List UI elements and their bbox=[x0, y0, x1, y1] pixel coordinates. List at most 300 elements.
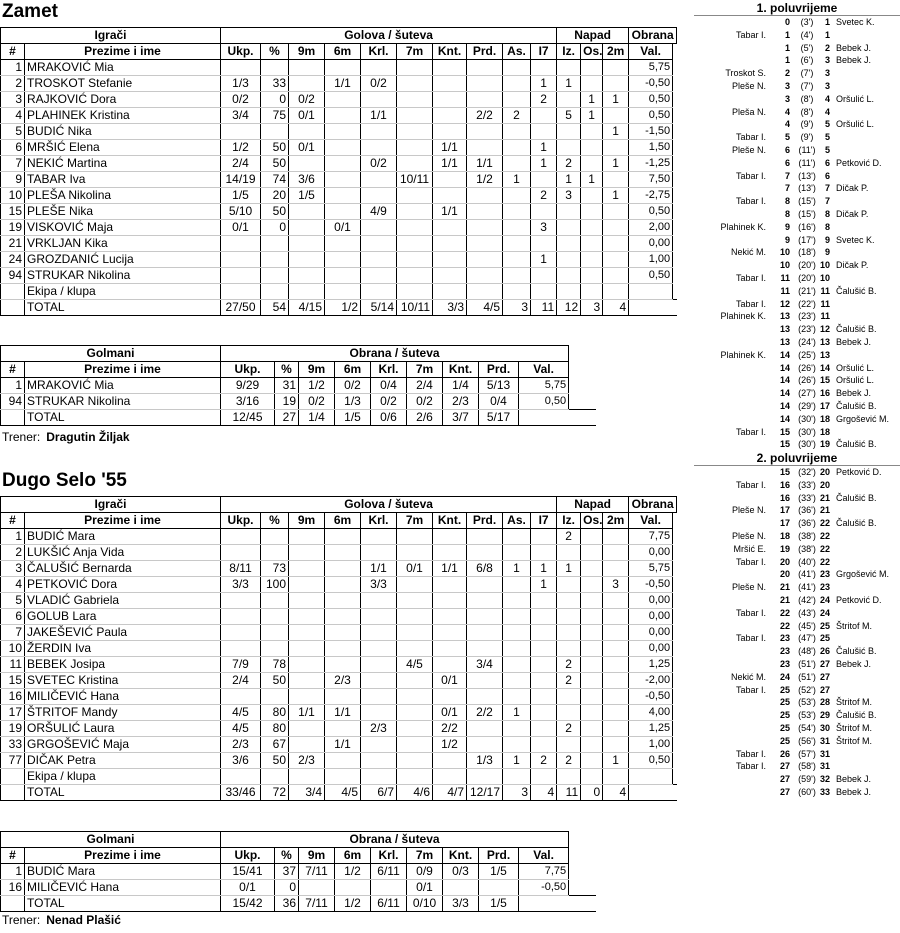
player-goals-total bbox=[221, 593, 261, 609]
goal-event bbox=[694, 29, 900, 41]
gk-total-knt: 3/7 bbox=[443, 410, 479, 426]
gk-col-header-m6: 6m bbox=[335, 848, 371, 864]
goal-event bbox=[694, 748, 900, 760]
player-m9 bbox=[289, 561, 325, 577]
home-score: 16 bbox=[780, 479, 791, 490]
player-as bbox=[503, 689, 531, 705]
goal-minute: (18') bbox=[798, 247, 816, 258]
player-os bbox=[581, 268, 603, 284]
player-m7 bbox=[397, 609, 433, 625]
goal-minute: (36') bbox=[798, 518, 816, 529]
player-iz: 2 bbox=[557, 657, 581, 673]
player-goals-total bbox=[221, 689, 261, 705]
goal-event bbox=[694, 131, 900, 143]
goal-minute: (32') bbox=[798, 467, 816, 477]
gk-name: BUDIĆ Mara bbox=[25, 864, 221, 880]
player-number: 15 bbox=[1, 204, 25, 220]
player-iz: 1 bbox=[557, 172, 581, 188]
player-os bbox=[581, 204, 603, 220]
player-goals-total: 2/4 bbox=[221, 673, 261, 689]
player-knt bbox=[433, 92, 467, 108]
player-knt bbox=[433, 124, 467, 140]
col-header-as: As. bbox=[503, 513, 531, 529]
player-name: JAKEŠEVIĆ Paula bbox=[25, 625, 221, 641]
away-score: 31 bbox=[820, 748, 831, 759]
away-score: 15 bbox=[820, 375, 831, 386]
player-m6 bbox=[325, 545, 361, 561]
gk-prd: 5/13 bbox=[479, 378, 519, 394]
home-scorer: Pleše N. bbox=[731, 531, 766, 541]
player-os bbox=[581, 545, 603, 561]
player-number: 3 bbox=[1, 92, 25, 108]
player-prd bbox=[467, 529, 503, 545]
player-i7 bbox=[531, 705, 557, 721]
player-iz bbox=[557, 545, 581, 561]
player-os bbox=[581, 188, 603, 204]
header-spacer bbox=[673, 44, 677, 60]
home-score: 5 bbox=[784, 132, 790, 143]
home-score: 14 bbox=[780, 349, 791, 360]
goal-event bbox=[694, 259, 900, 271]
away-score: 28 bbox=[820, 697, 831, 708]
total-prd: 4/5 bbox=[467, 300, 503, 316]
col-header-m2: 2m bbox=[603, 513, 629, 529]
player-pct: 50 bbox=[261, 673, 289, 689]
player-m7: 10/11 bbox=[397, 172, 433, 188]
player-row bbox=[1, 188, 692, 204]
goal-event bbox=[694, 760, 900, 772]
player-knt bbox=[433, 268, 467, 284]
away-scorer: Petković D. bbox=[836, 467, 882, 477]
player-row bbox=[1, 60, 692, 76]
home-score: 17 bbox=[780, 518, 791, 529]
player-as bbox=[503, 92, 531, 108]
away-score: 6 bbox=[824, 170, 830, 181]
row-spacer bbox=[673, 721, 677, 737]
player-goals-total: 1/5 bbox=[221, 188, 261, 204]
player-rating: 4,00 bbox=[629, 705, 673, 721]
player-krl bbox=[361, 92, 397, 108]
player-m2 bbox=[603, 284, 629, 300]
goal-event bbox=[694, 234, 900, 246]
away-score: 22 bbox=[820, 543, 831, 554]
player-knt: 0/1 bbox=[433, 705, 467, 721]
away-scorer: Čalušić B. bbox=[836, 401, 877, 411]
goal-minute: (4') bbox=[800, 29, 814, 40]
player-m6 bbox=[325, 268, 361, 284]
goal-minute: (59') bbox=[798, 774, 816, 785]
player-krl: 0/2 bbox=[361, 156, 397, 172]
player-m9 bbox=[289, 60, 325, 76]
player-m2 bbox=[603, 657, 629, 673]
player-pct bbox=[261, 124, 289, 140]
away-score: 11 bbox=[820, 311, 830, 322]
player-m9 bbox=[289, 156, 325, 172]
player-m7 bbox=[397, 156, 433, 172]
gk-col-header-krl: Krl. bbox=[371, 362, 407, 378]
player-rating: -2,75 bbox=[629, 188, 673, 204]
total-krl: 6/7 bbox=[361, 785, 397, 801]
gk-total-pct: 36 bbox=[275, 896, 299, 912]
player-m2 bbox=[603, 705, 629, 721]
player-pct: 33 bbox=[261, 76, 289, 92]
total-pct: 54 bbox=[261, 300, 289, 316]
row-spacer bbox=[673, 593, 677, 609]
player-rating: 7,75 bbox=[629, 529, 673, 545]
goal-event bbox=[694, 466, 900, 478]
col-header-pct: % bbox=[261, 513, 289, 529]
player-m6 bbox=[325, 156, 361, 172]
row-spacer bbox=[673, 188, 677, 204]
player-m9: 0/1 bbox=[289, 108, 325, 124]
player-m9 bbox=[289, 76, 325, 92]
goal-minute: (8') bbox=[800, 106, 814, 117]
home-score: 27 bbox=[780, 774, 791, 785]
gk-col-header-val: Val. bbox=[519, 362, 569, 378]
home-score: 11 bbox=[780, 273, 790, 283]
player-m7 bbox=[397, 545, 433, 561]
player-rating bbox=[629, 284, 673, 300]
player-i7: 2 bbox=[531, 753, 557, 769]
player-as bbox=[503, 737, 531, 753]
player-number: 77 bbox=[1, 753, 25, 769]
away-score: 7 bbox=[824, 183, 830, 194]
player-goals-total bbox=[221, 529, 261, 545]
player-as bbox=[503, 657, 531, 673]
player-pct: 100 bbox=[261, 577, 289, 593]
player-goals-total bbox=[221, 60, 261, 76]
player-i7: 1 bbox=[531, 252, 557, 268]
col-header-name: Prezime i ime bbox=[25, 44, 221, 60]
player-pct: 73 bbox=[261, 561, 289, 577]
player-m7 bbox=[397, 236, 433, 252]
gk-number: 1 bbox=[1, 378, 25, 394]
player-m2 bbox=[603, 108, 629, 124]
col-header-as: As. bbox=[503, 44, 531, 60]
row-spacer bbox=[673, 609, 677, 625]
home-score: 23 bbox=[780, 659, 791, 669]
col-header-i7: I7 bbox=[531, 44, 557, 60]
player-name: RAJKOVIĆ Dora bbox=[25, 92, 221, 108]
home-score: 0 bbox=[784, 17, 790, 27]
total-m7: 10/11 bbox=[397, 300, 433, 316]
goal-minute: (30') bbox=[798, 413, 816, 424]
home-scorer: Tabar I. bbox=[735, 132, 766, 143]
player-i7 bbox=[531, 769, 557, 785]
player-prd: 2/2 bbox=[467, 705, 503, 721]
player-m6 bbox=[325, 108, 361, 124]
goal-minute: (20') bbox=[798, 273, 816, 283]
player-goals-total bbox=[221, 625, 261, 641]
player-prd bbox=[467, 577, 503, 593]
goal-minute: (22') bbox=[798, 298, 816, 309]
col-header-num: # bbox=[1, 44, 25, 60]
player-name: VISKOVIĆ Maja bbox=[25, 220, 221, 236]
player-m6 bbox=[325, 593, 361, 609]
player-pct: 80 bbox=[261, 721, 289, 737]
player-pct: 80 bbox=[261, 705, 289, 721]
col-header-num: # bbox=[1, 513, 25, 529]
gk-rating: 0,50 bbox=[519, 394, 569, 410]
player-pct: 50 bbox=[261, 140, 289, 156]
player-m6 bbox=[325, 657, 361, 673]
gk-m6: 0/2 bbox=[335, 378, 371, 394]
home-scorer: Tabar I. bbox=[735, 556, 766, 567]
player-number: 17 bbox=[1, 705, 25, 721]
away-score: 33 bbox=[820, 787, 831, 797]
player-os bbox=[581, 140, 603, 156]
goal-event bbox=[694, 298, 900, 310]
player-m9 bbox=[289, 769, 325, 785]
player-prd bbox=[467, 236, 503, 252]
player-name: VRKLJAN Kika bbox=[25, 236, 221, 252]
player-as bbox=[503, 545, 531, 561]
home-scorer: Plahinek K. bbox=[720, 311, 766, 322]
player-krl bbox=[361, 657, 397, 673]
player-m2: 1 bbox=[603, 124, 629, 140]
player-m9 bbox=[289, 577, 325, 593]
player-m6 bbox=[325, 753, 361, 769]
player-knt: 0/1 bbox=[433, 673, 467, 689]
player-goals-total: 4/5 bbox=[221, 721, 261, 737]
player-pct bbox=[261, 60, 289, 76]
player-row bbox=[1, 252, 692, 268]
goal-event bbox=[694, 709, 900, 721]
away-scorer: Bebek J. bbox=[836, 659, 872, 669]
player-m7 bbox=[397, 204, 433, 220]
goal-event bbox=[694, 182, 900, 194]
player-row bbox=[1, 705, 692, 721]
player-knt bbox=[433, 593, 467, 609]
home-score: 25 bbox=[780, 684, 791, 695]
row-spacer bbox=[673, 545, 677, 561]
player-m6 bbox=[325, 561, 361, 577]
player-prd: 1/2 bbox=[467, 172, 503, 188]
player-as bbox=[503, 220, 531, 236]
total-m6: 4/5 bbox=[325, 785, 361, 801]
player-m9 bbox=[289, 236, 325, 252]
player-rating: 0,00 bbox=[629, 236, 673, 252]
home-score: 25 bbox=[780, 697, 791, 708]
player-m7 bbox=[397, 92, 433, 108]
goal-event bbox=[694, 504, 900, 516]
player-rating: 1,00 bbox=[629, 252, 673, 268]
home-scorer: Tabar I. bbox=[735, 298, 766, 309]
goal-event bbox=[694, 722, 900, 734]
away-score: 3 bbox=[824, 68, 830, 79]
player-rating: 1,25 bbox=[629, 657, 673, 673]
gk-rating: 7,75 bbox=[519, 864, 569, 880]
gk-col-header-prd: Prd. bbox=[479, 362, 519, 378]
total-as: 3 bbox=[503, 300, 531, 316]
player-as bbox=[503, 268, 531, 284]
away-score: 18 bbox=[820, 413, 831, 424]
total-i7: 11 bbox=[531, 300, 557, 316]
player-prd: 1/3 bbox=[467, 753, 503, 769]
player-m7 bbox=[397, 140, 433, 156]
player-goals-total: 14/19 bbox=[221, 172, 261, 188]
header-attack: Napad bbox=[557, 497, 629, 513]
home-scorer: Plahinek K. bbox=[720, 221, 766, 232]
player-number: 19 bbox=[1, 220, 25, 236]
player-m2 bbox=[603, 721, 629, 737]
player-number: 11 bbox=[1, 657, 25, 673]
player-as bbox=[503, 625, 531, 641]
col-header-iz: Iz. bbox=[557, 44, 581, 60]
player-m6 bbox=[325, 625, 361, 641]
goal-event bbox=[694, 387, 900, 399]
away-score: 8 bbox=[824, 209, 830, 219]
player-m6 bbox=[325, 124, 361, 140]
away-score: 32 bbox=[820, 774, 831, 785]
goal-minute: (53') bbox=[798, 710, 816, 721]
player-m6 bbox=[325, 236, 361, 252]
home-score: 2 bbox=[784, 68, 790, 79]
home-score: 14 bbox=[780, 362, 791, 373]
player-pct bbox=[261, 689, 289, 705]
goal-event bbox=[694, 426, 900, 438]
away-score: 9 bbox=[824, 247, 830, 258]
player-prd bbox=[467, 721, 503, 737]
player-name: PLAHINEK Kristina bbox=[25, 108, 221, 124]
goal-event bbox=[694, 492, 900, 504]
player-number bbox=[1, 284, 25, 300]
player-goals-total: 8/11 bbox=[221, 561, 261, 577]
row-spacer bbox=[673, 561, 677, 577]
player-krl bbox=[361, 188, 397, 204]
goal-minute: (7') bbox=[800, 81, 814, 91]
home-scorer: Tabar I. bbox=[735, 748, 766, 759]
player-m7 bbox=[397, 577, 433, 593]
player-number: 6 bbox=[1, 609, 25, 625]
player-name: ČALUŠIĆ Bernarda bbox=[25, 561, 221, 577]
player-m6: 0/1 bbox=[325, 220, 361, 236]
player-m2: 1 bbox=[603, 753, 629, 769]
away-score: 17 bbox=[820, 401, 831, 411]
home-score: 14 bbox=[780, 401, 791, 411]
player-name: GOLUB Lara bbox=[25, 609, 221, 625]
home-scorer: Tabar I. bbox=[735, 29, 766, 40]
gk-header-title: Golmani bbox=[1, 346, 221, 362]
player-os: 1 bbox=[581, 92, 603, 108]
gk-pct: 37 bbox=[275, 864, 299, 880]
home-score: 8 bbox=[784, 196, 790, 207]
total-iz: 12 bbox=[557, 300, 581, 316]
player-os bbox=[581, 689, 603, 705]
player-iz: 1 bbox=[557, 561, 581, 577]
player-rating: 2,00 bbox=[629, 220, 673, 236]
player-goals-total: 3/6 bbox=[221, 753, 261, 769]
player-knt bbox=[433, 60, 467, 76]
row-spacer bbox=[673, 657, 677, 673]
player-name: STRUKAR Nikolina bbox=[25, 268, 221, 284]
away-scorer: Bebek J. bbox=[836, 774, 872, 785]
home-scorer: Tabar I. bbox=[735, 273, 766, 283]
goal-minute: (40') bbox=[798, 556, 816, 567]
player-os bbox=[581, 673, 603, 689]
away-score: 13 bbox=[820, 349, 831, 360]
player-goals-total: 1/3 bbox=[221, 76, 261, 92]
player-goals-total bbox=[221, 252, 261, 268]
player-iz bbox=[557, 641, 581, 657]
player-pct bbox=[261, 284, 289, 300]
col-header-m6: 6m bbox=[325, 44, 361, 60]
row-spacer bbox=[569, 896, 596, 912]
col-header-name: Prezime i ime bbox=[25, 513, 221, 529]
away-scorer: Grgošević M. bbox=[836, 413, 890, 424]
away-score: 21 bbox=[820, 505, 831, 516]
player-name: BEBEK Josipa bbox=[25, 657, 221, 673]
gk-krl: 6/11 bbox=[371, 864, 407, 880]
player-goals-total bbox=[221, 545, 261, 561]
player-m9 bbox=[289, 721, 325, 737]
col-header-krl: Krl. bbox=[361, 513, 397, 529]
player-iz bbox=[557, 593, 581, 609]
player-number: 7 bbox=[1, 156, 25, 172]
header-spacer bbox=[569, 362, 596, 378]
row-spacer bbox=[673, 140, 677, 156]
player-m7 bbox=[397, 625, 433, 641]
player-i7: 2 bbox=[531, 92, 557, 108]
player-os bbox=[581, 60, 603, 76]
goal-minute: (36') bbox=[798, 505, 816, 516]
gk-col-header-pct: % bbox=[275, 848, 299, 864]
player-name: Ekipa / klupa bbox=[25, 769, 221, 785]
player-as bbox=[503, 529, 531, 545]
away-score: 3 bbox=[824, 81, 830, 91]
away-scorer: Svetec K. bbox=[836, 17, 875, 27]
player-prd: 3/4 bbox=[467, 657, 503, 673]
goal-minute: (51') bbox=[798, 671, 816, 682]
player-name: NEKIĆ Martina bbox=[25, 156, 221, 172]
player-i7 bbox=[531, 236, 557, 252]
home-score: 14 bbox=[780, 413, 791, 424]
player-iz: 2 bbox=[557, 721, 581, 737]
player-rating: 0,00 bbox=[629, 593, 673, 609]
player-knt bbox=[433, 529, 467, 545]
player-krl bbox=[361, 60, 397, 76]
player-as bbox=[503, 609, 531, 625]
player-name: VLADIĆ Gabriela bbox=[25, 593, 221, 609]
player-name: ORŠULIĆ Laura bbox=[25, 721, 221, 737]
away-scorer: Čalušić B. bbox=[836, 646, 877, 657]
away-scorer: Grgošević M. bbox=[836, 569, 890, 580]
player-number: 94 bbox=[1, 268, 25, 284]
row-spacer bbox=[673, 625, 677, 641]
player-i7: 1 bbox=[531, 76, 557, 92]
player-rating: 0,00 bbox=[629, 641, 673, 657]
goal-minute: (53') bbox=[798, 697, 816, 708]
player-pct bbox=[261, 641, 289, 657]
player-m9 bbox=[289, 641, 325, 657]
player-prd bbox=[467, 625, 503, 641]
row-spacer bbox=[673, 689, 677, 705]
gk-col-header-ukp: Ukp. bbox=[221, 848, 275, 864]
goal-event bbox=[694, 530, 900, 542]
player-m7 bbox=[397, 689, 433, 705]
goal-event bbox=[694, 208, 900, 220]
row-spacer bbox=[673, 76, 677, 92]
player-krl bbox=[361, 625, 397, 641]
player-i7 bbox=[531, 545, 557, 561]
total-knt: 3/3 bbox=[433, 300, 467, 316]
player-knt bbox=[433, 625, 467, 641]
goal-event bbox=[694, 195, 900, 207]
player-i7 bbox=[531, 657, 557, 673]
goal-event bbox=[694, 221, 900, 233]
player-knt bbox=[433, 657, 467, 673]
total-m6: 1/2 bbox=[325, 300, 361, 316]
